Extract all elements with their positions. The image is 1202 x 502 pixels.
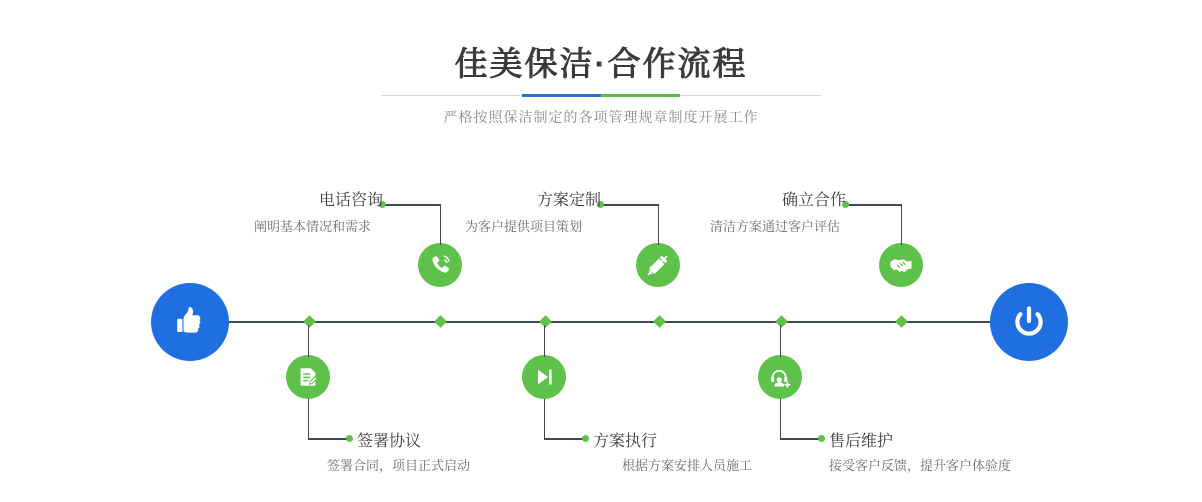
phone-call-icon	[427, 252, 453, 278]
step-connector-5	[901, 213, 903, 245]
step-connector-5	[845, 204, 901, 206]
step-title-3: 方案定制	[537, 192, 602, 209]
step-dot-2	[346, 435, 353, 442]
axis-marker	[434, 315, 447, 328]
step-connector-4	[544, 438, 586, 440]
page-title: 佳美保洁·合作流程	[454, 45, 748, 82]
step-connector-2	[308, 325, 310, 357]
step-node-2[interactable]	[286, 355, 330, 399]
step-title-4: 方案执行	[593, 433, 658, 450]
step-connector-2	[308, 438, 350, 440]
axis-marker	[775, 315, 788, 328]
title-divider	[0, 94, 1202, 98]
step-title-6: 售后维护	[829, 433, 894, 450]
step-node-4[interactable]	[522, 355, 566, 399]
step-connector-1	[440, 204, 442, 214]
step-desc-5: 清洁方案通过客户评估	[710, 219, 841, 234]
divider-accent-green	[601, 94, 680, 97]
step-dot-4	[582, 435, 589, 442]
step-connector-3	[600, 204, 658, 206]
step-connector-6	[780, 438, 822, 440]
step-desc-3: 为客户提供项目策划	[465, 219, 583, 234]
axis-marker	[303, 315, 316, 328]
headset-support-icon	[768, 365, 792, 389]
step-connector-4	[544, 325, 546, 357]
step-dot-6	[818, 435, 825, 442]
step-title-1: 电话咨询	[319, 192, 384, 209]
step-node-1[interactable]	[418, 243, 462, 287]
axis-marker	[539, 315, 552, 328]
handshake-icon	[888, 252, 914, 278]
step-desc-1: 阐明基本情况和需求	[254, 219, 372, 234]
axis-marker	[895, 315, 908, 328]
step-connector-1	[382, 204, 440, 206]
step-title-2: 签署协议	[357, 433, 422, 450]
pen-ruler-icon	[645, 252, 671, 278]
step-connector-2	[308, 399, 310, 439]
step-connector-3	[658, 213, 660, 245]
power-icon	[1007, 300, 1051, 344]
timeline-end-badge	[990, 283, 1068, 361]
step-connector-5	[901, 204, 903, 214]
step-connector-3	[658, 204, 660, 214]
divider-accent-blue	[522, 94, 601, 97]
document-edit-icon	[296, 365, 320, 389]
step-connector-6	[780, 399, 782, 439]
step-node-6[interactable]	[758, 355, 802, 399]
axis-marker	[653, 315, 666, 328]
timeline-start-badge	[151, 283, 229, 361]
step-connector-6	[780, 325, 782, 357]
step-node-5[interactable]	[879, 243, 923, 287]
step-desc-4: 根据方案安排人员施工	[622, 458, 753, 473]
step-node-3[interactable]	[636, 243, 680, 287]
step-desc-2: 签署合同，项目正式启动	[327, 458, 471, 473]
play-forward-icon	[532, 365, 556, 389]
step-title-5: 确立合作	[782, 192, 847, 209]
step-connector-4	[544, 399, 546, 439]
page-subtitle: 严格按照保洁制定的各项管理规章制度开展工作	[443, 109, 759, 125]
thumbs-up-icon	[170, 302, 210, 342]
step-desc-6: 接受客户反馈，提升客户体验度	[829, 458, 1012, 473]
step-connector-1	[440, 213, 442, 245]
